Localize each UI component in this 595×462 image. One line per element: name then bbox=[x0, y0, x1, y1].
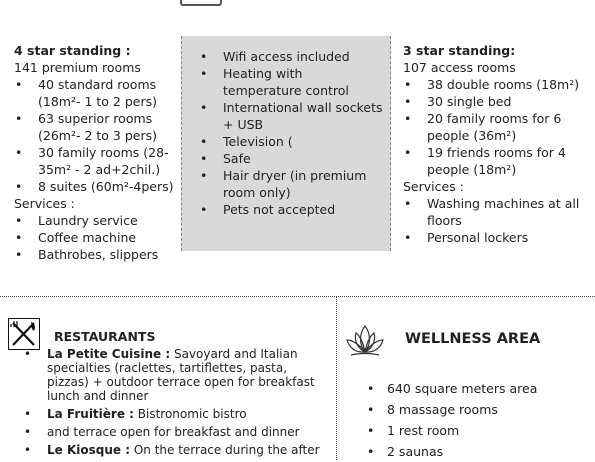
list-item: • 8 massage rooms bbox=[366, 399, 586, 420]
three-star-section bbox=[403, 42, 593, 246]
list-item: • 8 suites (60m²-4pers) bbox=[14, 178, 184, 195]
amenities-list bbox=[199, 48, 384, 218]
four-star-title: 4 star standing : bbox=[14, 43, 131, 58]
list-item: • International wall sockets + USB bbox=[199, 99, 384, 133]
list-item: • Hair dryer (in premium room only) bbox=[199, 167, 384, 201]
restaurant-description: Bistronomic bistro bbox=[133, 407, 247, 421]
list-item: • Laundry service bbox=[14, 212, 184, 229]
restaurant-description: On the terrace during the after bbox=[130, 443, 320, 457]
list-item bbox=[20, 425, 332, 439]
list-item: • 2 saunas bbox=[366, 441, 586, 462]
list-item: • Bathrobes, slippers bbox=[14, 246, 184, 263]
fork-knife-icon bbox=[8, 318, 40, 350]
wellness-title: WELLNESS AREA bbox=[405, 331, 541, 347]
lotus-icon bbox=[345, 322, 385, 358]
list-item: • 30 family rooms (28-35m² - 2 ad+2chil.) bbox=[14, 144, 184, 178]
list-item bbox=[20, 407, 332, 421]
restaurant-description: Savoyard and Italian specialties (raclettes, tartiflettes, pasta, pizzas) + outdoor terrace open for breakfast lunch and dinner bbox=[47, 347, 315, 403]
restaurant-description: and terrace open for breakfast and dinner bbox=[47, 425, 300, 439]
list-item: • 38 double rooms (18m²) bbox=[403, 76, 593, 93]
three-star-room-list bbox=[403, 76, 593, 178]
list-item: • 63 superior rooms (26m²- 2 to 3 pers) bbox=[14, 110, 184, 144]
list-item: • Coffee machine bbox=[14, 229, 184, 246]
list-item bbox=[20, 443, 332, 457]
list-item: • 20 family rooms for 6 people (36m²) bbox=[403, 110, 593, 144]
horizontal-divider bbox=[0, 296, 595, 297]
three-star-title: 3 star standing: bbox=[403, 43, 516, 58]
list-item: • Safe bbox=[199, 150, 384, 167]
list-item: • 30 single bed bbox=[403, 93, 593, 110]
three-star-services-label: Services : bbox=[403, 179, 464, 194]
restaurant-name: La Fruitière : bbox=[47, 407, 134, 421]
list-item: • Television ( bbox=[199, 133, 384, 150]
list-item: • 40 standard rooms (18m²- 1 to 2 pers) bbox=[14, 76, 184, 110]
restaurants-title: RESTAURANTS bbox=[54, 329, 156, 344]
list-item: • Personal lockers bbox=[403, 229, 593, 246]
four-star-room-list bbox=[14, 76, 184, 195]
list-item: • Heating with temperature control bbox=[199, 65, 384, 99]
list-item: • Pets not accepted bbox=[199, 201, 384, 218]
restaurant-name: La Petite Cuisine : bbox=[47, 347, 171, 361]
list-item: • 19 friends rooms for 4 people (18m²) bbox=[403, 144, 593, 178]
restaurant-name: Le Kiosque : bbox=[47, 443, 131, 457]
three-star-services-list bbox=[403, 195, 593, 246]
four-star-rooms-total: 141 premium rooms bbox=[14, 60, 141, 75]
list-item: • 1 rest room bbox=[366, 420, 586, 441]
three-star-rooms-total: 107 access rooms bbox=[403, 60, 516, 75]
list-item: • 640 square meters area bbox=[366, 378, 586, 399]
vertical-divider bbox=[336, 297, 337, 460]
four-star-services-label: Services : bbox=[14, 196, 75, 211]
four-star-services-list bbox=[14, 212, 184, 263]
list-item: • Wifi access included bbox=[199, 48, 384, 65]
four-star-section bbox=[14, 42, 184, 263]
restaurant-list bbox=[20, 347, 332, 461]
list-item: • Washing machines at all floors bbox=[403, 195, 593, 229]
list-item bbox=[20, 347, 332, 403]
wellness-list bbox=[366, 378, 586, 462]
amenities-panel bbox=[181, 36, 391, 251]
bed-icon bbox=[180, 0, 222, 6]
